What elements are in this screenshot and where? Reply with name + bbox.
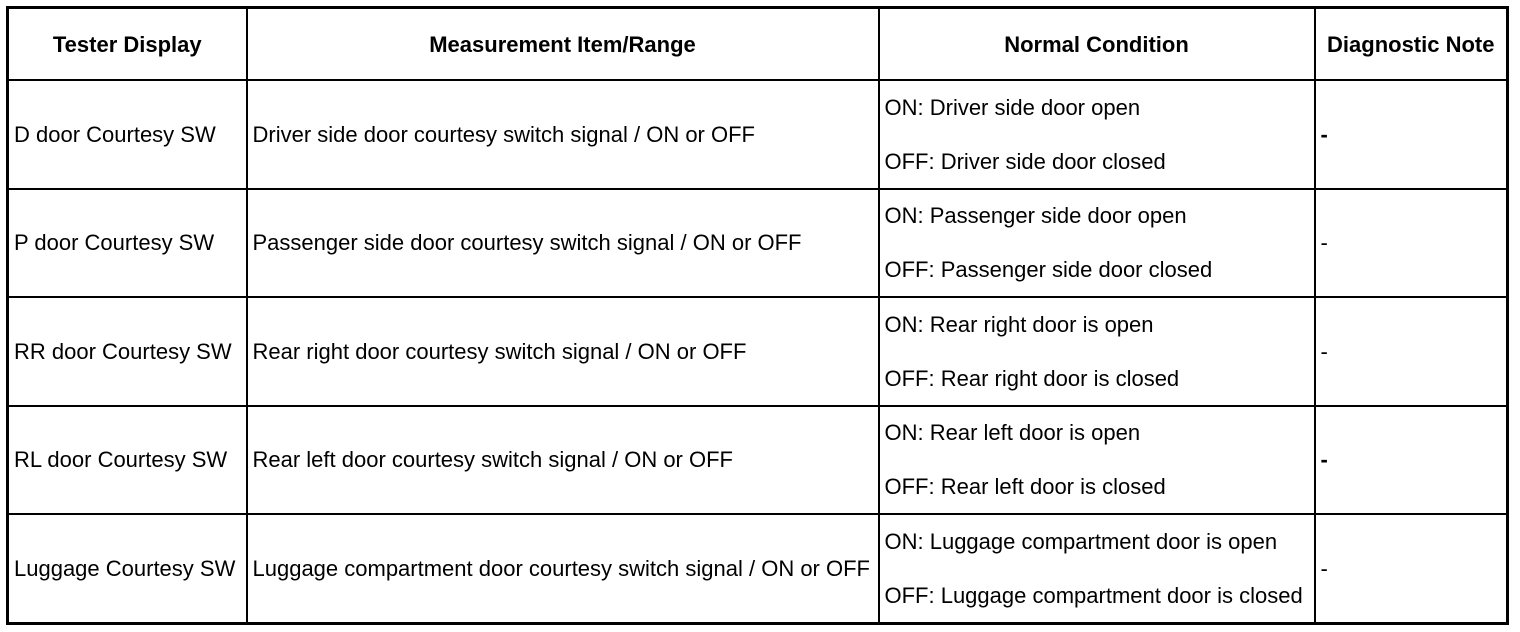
- normal-condition-cell: [879, 297, 1315, 406]
- measurement-cell: Passenger side door courtesy switch signal / ON or OFF: [247, 189, 879, 298]
- normal-off-text: OFF: Driver side door closed: [884, 148, 1166, 174]
- spacer: [885, 447, 1309, 472]
- measurement-cell: Rear left door courtesy switch signal / ON or OFF: [247, 406, 879, 515]
- table-row: [8, 189, 1508, 298]
- spacer: [885, 339, 1309, 364]
- normal-on-text: ON: Luggage compartment door is open: [884, 529, 1278, 555]
- spacer: [885, 230, 1309, 255]
- header-measurement-item: Measurement Item/Range: [247, 8, 879, 81]
- table-row: [8, 80, 1508, 189]
- measurement-cell: Driver side door courtesy switch signal / ON or OFF: [247, 80, 879, 189]
- normal-condition-cell: [879, 406, 1315, 515]
- diagnostic-note-cell: -: [1315, 514, 1508, 623]
- normal-on-text: ON: Passenger side door open: [884, 203, 1187, 229]
- normal-on-text: ON: Driver side door open: [884, 94, 1141, 120]
- normal-off-text: OFF: Luggage compartment door is closed: [884, 583, 1303, 609]
- tester-display-cell: RR door Courtesy SW: [8, 297, 247, 406]
- normal-condition-cell: [879, 189, 1315, 298]
- tester-display-cell: D door Courtesy SW: [8, 80, 247, 189]
- diagnostic-note-cell: -: [1315, 80, 1508, 189]
- diagnostic-note-cell: -: [1315, 189, 1508, 298]
- header-diagnostic-note: Diagnostic Note: [1315, 8, 1508, 81]
- table-row: [8, 514, 1508, 623]
- tester-display-cell: RL door Courtesy SW: [8, 406, 247, 515]
- diagnostic-note-cell: -: [1315, 297, 1508, 406]
- header-row: [8, 8, 1508, 81]
- header-tester-display: Tester Display: [8, 8, 247, 81]
- normal-off-text: OFF: Passenger side door closed: [884, 257, 1213, 283]
- measurement-cell: Rear right door courtesy switch signal / ON or OFF: [247, 297, 879, 406]
- diagnostic-note-cell: -: [1315, 406, 1508, 515]
- normal-on-text: ON: Rear right door is open: [884, 311, 1154, 337]
- table-row: [8, 297, 1508, 406]
- normal-off-text: OFF: Rear left door is closed: [884, 474, 1166, 500]
- spacer: [885, 556, 1309, 581]
- normal-on-text: ON: Rear left door is open: [884, 420, 1141, 446]
- data-list-table: [6, 6, 1509, 625]
- normal-condition-cell: [879, 80, 1315, 189]
- spacer: [885, 122, 1309, 147]
- header-normal-condition: Normal Condition: [879, 8, 1315, 81]
- normal-condition-cell: [879, 514, 1315, 623]
- tester-display-cell: Luggage Courtesy SW: [8, 514, 247, 623]
- measurement-cell: Luggage compartment door courtesy switch signal / ON or OFF: [247, 514, 879, 623]
- table-row: [8, 406, 1508, 515]
- tester-display-cell: P door Courtesy SW: [8, 189, 247, 298]
- normal-off-text: OFF: Rear right door is closed: [884, 365, 1180, 391]
